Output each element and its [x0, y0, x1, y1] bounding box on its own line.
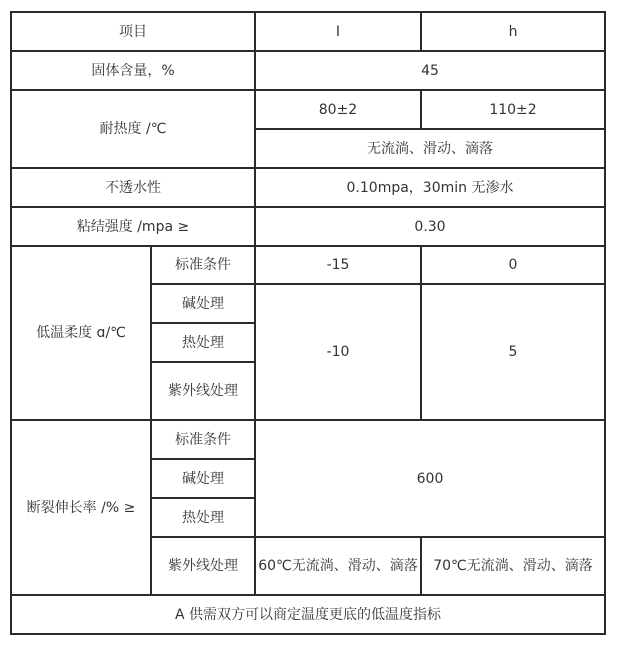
low-temp-standard-H: 0 [421, 246, 605, 284]
header-col-H: h [421, 12, 605, 51]
elongation-uv-I: 60℃无流淌、滑动、滴落 [255, 537, 421, 595]
heat-resistance-row [11, 90, 605, 129]
low-temp-standard-I: -15 [255, 246, 421, 284]
spec-table-container [10, 11, 606, 635]
elongation-value: 600 [255, 420, 605, 537]
solid-content-value: 45 [255, 51, 605, 90]
low-temp-treated-I: -10 [255, 284, 421, 420]
heat-resistance-requirement: 无流淌、滑动、滴落 [255, 129, 605, 168]
bond-strength-row [11, 207, 605, 246]
solid-content-row [11, 51, 605, 90]
low-temp-condition-alkali: 碱处理 [151, 284, 255, 323]
heat-resistance-value-I: 80±2 [255, 90, 421, 129]
low-temp-treated-H: 5 [421, 284, 605, 420]
footnote: A 供需双方可以商定温度更底的低温度指标 [11, 595, 605, 634]
solid-content-label: 固体含量，% [11, 51, 255, 90]
elongation-uv-H: 70℃无流淌、滑动、滴落 [421, 537, 605, 595]
elongation-condition-standard: 标准条件 [151, 420, 255, 459]
footnote-row [11, 595, 605, 634]
elongation-label: 断裂伸长率 /% ≥ [11, 420, 151, 595]
low-temp-flex-label: 低温柔度 ɑ/℃ [11, 246, 151, 420]
heat-resistance-value-H: 110±2 [421, 90, 605, 129]
elongation-condition-heat: 热处理 [151, 498, 255, 537]
impermeability-row [11, 168, 605, 207]
low-temp-condition-standard: 标准条件 [151, 246, 255, 284]
elongation-condition-uv: 紫外线处理 [151, 537, 255, 595]
header-col-I: I [255, 12, 421, 51]
heat-resistance-label: 耐热度 /℃ [11, 90, 255, 168]
bond-strength-label: 粘结强度 /mpa ≥ [11, 207, 255, 246]
low-temp-condition-heat: 热处理 [151, 323, 255, 362]
low-temp-standard-row [11, 246, 605, 284]
impermeability-value: 0.10mpa，30min 无渗水 [255, 168, 605, 207]
elongation-standard-row [11, 420, 605, 459]
header-row [11, 12, 605, 51]
spec-table [10, 11, 606, 635]
bond-strength-value: 0.30 [255, 207, 605, 246]
elongation-condition-alkali: 碱处理 [151, 459, 255, 498]
impermeability-label: 不透水性 [11, 168, 255, 207]
header-item: 项目 [11, 12, 255, 51]
low-temp-condition-uv: 紫外线处理 [151, 362, 255, 420]
